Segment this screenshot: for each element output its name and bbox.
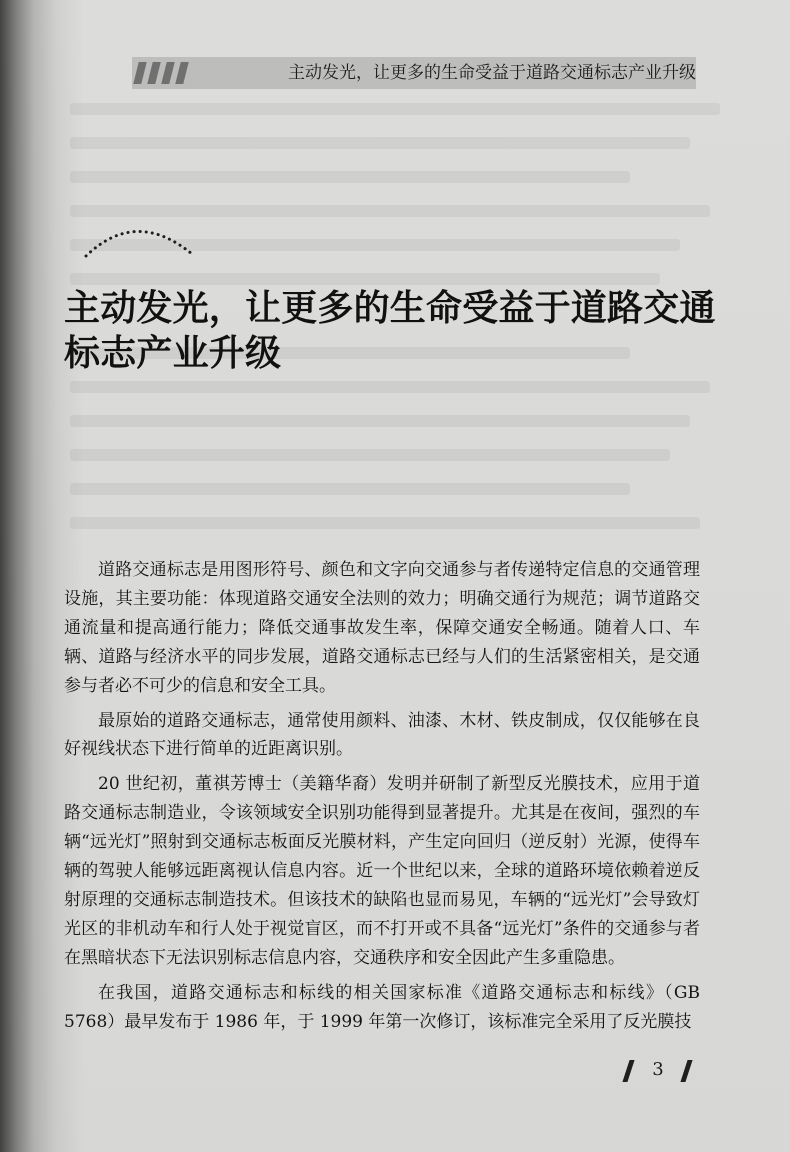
header-stripe xyxy=(161,62,174,84)
paragraph-3: 20 世纪初，董祺芳博士（美籍华裔）发明并研制了新型反光膜技术，应用于道路交通标志制造业，令该领域安全识别功能得到显著提升。尤其是在夜间，强烈的车辆“远光灯”照射到交通标志板面反光膜材料，产生定向回归（逆反射）光源，使得车辆的驾驶人能够远距离视认信息内容。近一个世纪以来，全球的道路环境依赖着逆反射原理的交通标志制造技术。但该技术的缺陷也显而易见，车辆的“远光灯”会导致灯光区的非机动车和行人处于视觉盲区，而不打开或不具备“远光灯”条件的交通参与者在黑暗状态下无法识别标志信息内容，交通秩序和安全因此产生多重隐患。 xyxy=(64,774,700,968)
header-stripe xyxy=(147,62,160,84)
right-slash-icon xyxy=(680,1060,692,1082)
paragraph-4: 在我国，道路交通标志和标线的相关国家标准《道路交通标志和标线》（GB 5768）最早发布于 1986 年，于 1999 年第一次修订，该标准完全采用了反光膜技 xyxy=(64,982,700,1032)
header-stripes xyxy=(132,57,200,89)
running-header xyxy=(132,57,696,89)
bleed-line xyxy=(70,171,630,183)
paragraph-1: 道路交通标志是用图形符号、颜色和文字向交通参与者传递特定信息的交通管理设施，其主要功能：体现道路交通安全法则的效力；明确交通行为规范；调节道路交通流量和提高通行能力；降低交通事故发生率，保障交通安全畅通。随着人口、车辆、道路与经济水平的同步发展，道路交通标志已经与人们的生活紧密相关，是交通参与者必不可少的信息和安全工具。 xyxy=(64,560,700,696)
header-stripe xyxy=(175,62,188,84)
bleed-line xyxy=(70,137,690,149)
bleed-line xyxy=(70,381,710,393)
running-header-title: 主动发光，让更多的生命受益于道路交通标志产业升级 xyxy=(288,63,696,83)
bleed-line xyxy=(70,415,690,427)
bleed-line xyxy=(70,103,720,115)
body-text xyxy=(64,556,700,1043)
bleed-line xyxy=(70,517,700,529)
left-slash-icon xyxy=(622,1060,634,1082)
header-stripe xyxy=(133,62,146,84)
bleed-line xyxy=(70,449,670,461)
bleed-line xyxy=(70,483,630,495)
page-number: 3 xyxy=(652,1059,664,1080)
chapter-title: 主动发光，让更多的生命受益于道路交通标志产业升级 xyxy=(64,288,716,374)
dotted-arc-decoration xyxy=(78,212,198,280)
page-number-block xyxy=(626,1058,690,1084)
paragraph-2: 最原始的道路交通标志，通常使用颜料、油漆、木材、铁皮制成，仅仅能够在良好视线状态下进行简单的近距离识别。 xyxy=(64,710,700,760)
